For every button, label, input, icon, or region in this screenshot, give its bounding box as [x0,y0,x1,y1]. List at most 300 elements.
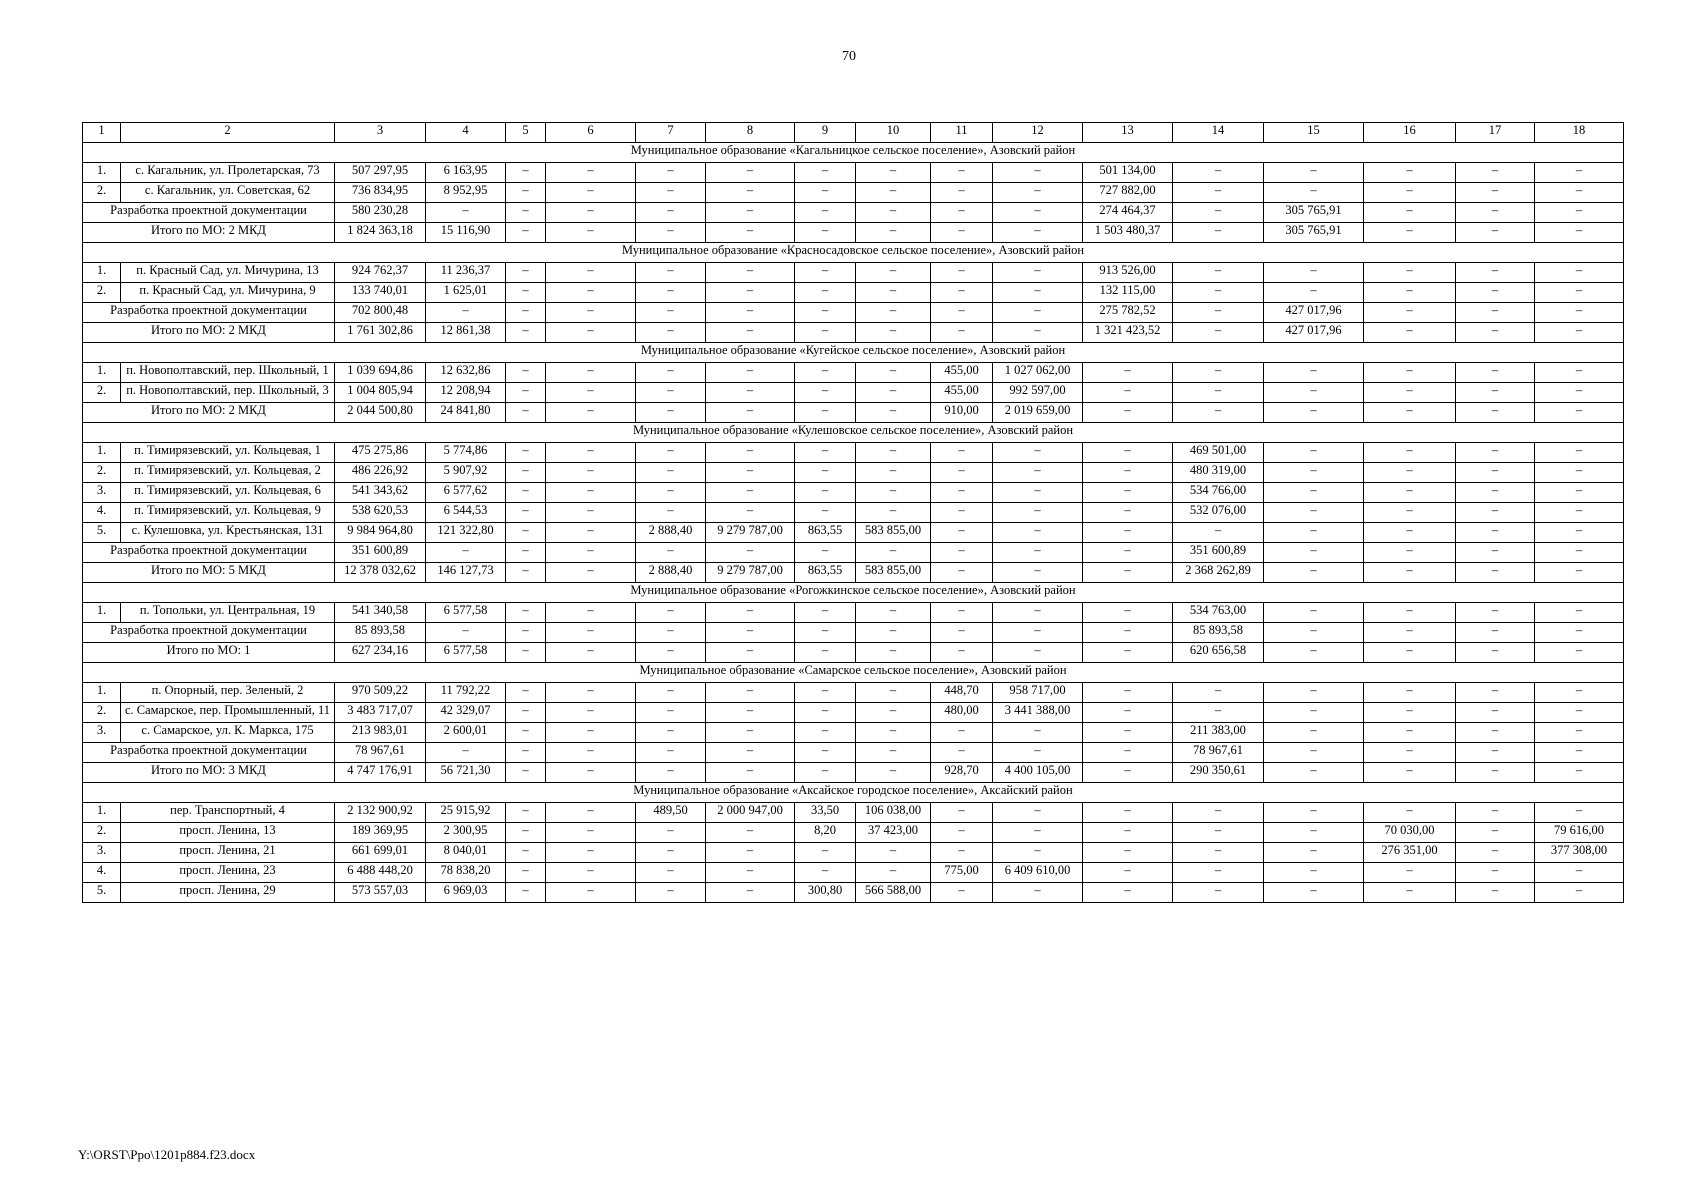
value-cell: 958 717,00 [993,683,1083,703]
value-cell: – [1364,563,1456,583]
value-cell: – [506,683,546,703]
value-cell: – [1264,503,1364,523]
value-cell: – [931,523,993,543]
table-row [83,383,1624,403]
row-label: Итого по МО: 5 МКД [83,563,335,583]
value-cell: – [636,843,706,863]
value-cell: 56 721,30 [426,763,506,783]
row-number: 5. [83,883,121,903]
value-cell: – [636,623,706,643]
value-cell: – [1535,363,1624,383]
value-cell: – [546,863,636,883]
value-cell: 469 501,00 [1173,443,1264,463]
row-label: Разработка проектной документации [83,203,335,223]
value-cell: 5 774,86 [426,443,506,463]
value-cell: – [1535,803,1624,823]
value-cell: – [856,323,931,343]
column-header: 8 [706,123,795,143]
table-row [83,503,1624,523]
value-cell: – [1364,443,1456,463]
value-cell: – [636,203,706,223]
row-number: 2. [83,703,121,723]
table-row [83,363,1624,383]
value-cell: – [636,463,706,483]
value-cell: – [546,523,636,543]
value-cell: – [1083,603,1173,623]
value-cell: – [856,703,931,723]
row-number: 3. [83,483,121,503]
section-title: Муниципальное образование «Самарское сельское поселение», Азовский район [83,663,1624,683]
value-cell: – [546,263,636,283]
value-cell: – [1364,863,1456,883]
value-cell: – [506,563,546,583]
value-cell: – [546,163,636,183]
value-cell: – [993,443,1083,463]
value-cell: 42 329,07 [426,703,506,723]
value-cell: 15 116,90 [426,223,506,243]
value-cell: – [1535,643,1624,663]
value-cell: 12 378 032,62 [335,563,426,583]
value-cell: – [1264,623,1364,643]
section-row [83,583,1624,603]
value-cell: – [856,843,931,863]
value-cell: – [1535,723,1624,743]
value-cell: 702 800,48 [335,303,426,323]
value-cell: – [506,383,546,403]
value-cell: – [1173,303,1264,323]
value-cell: – [706,383,795,403]
value-cell: – [1364,323,1456,343]
value-cell: – [706,263,795,283]
value-cell: 78 838,20 [426,863,506,883]
value-cell: – [1535,443,1624,463]
value-cell: 1 824 363,18 [335,223,426,243]
value-cell: – [546,403,636,423]
value-cell: – [795,703,856,723]
value-cell: 455,00 [931,363,993,383]
value-cell: 2 888,40 [636,523,706,543]
row-address: п. Опорный, пер. Зеленый, 2 [121,683,335,703]
value-cell: – [856,743,931,763]
value-cell: – [993,283,1083,303]
value-cell: – [506,523,546,543]
value-cell: 4 400 105,00 [993,763,1083,783]
value-cell: 6 488 448,20 [335,863,426,883]
value-cell: – [636,263,706,283]
value-cell: 132 115,00 [1083,283,1173,303]
row-label: Итого по МО: 1 [83,643,335,663]
header-row [83,123,1624,143]
value-cell: – [1535,743,1624,763]
value-cell: – [706,543,795,563]
table-row [83,523,1624,543]
column-header: 7 [636,123,706,143]
value-cell: – [1364,763,1456,783]
value-cell: – [546,383,636,403]
value-cell: – [1083,483,1173,503]
value-cell: – [1456,803,1535,823]
value-cell: – [1264,483,1364,503]
value-cell: – [993,603,1083,623]
value-cell: – [856,283,931,303]
value-cell: – [856,863,931,883]
value-cell: – [1364,283,1456,303]
value-cell: – [1083,703,1173,723]
value-cell: – [1456,383,1535,403]
table-row [83,723,1624,743]
table-row [83,443,1624,463]
value-cell: – [506,163,546,183]
value-cell: – [856,463,931,483]
value-cell: 12 208,94 [426,383,506,403]
value-cell: – [636,703,706,723]
column-header: 18 [1535,123,1624,143]
value-cell: – [1083,503,1173,523]
value-cell: – [1364,723,1456,743]
value-cell: – [706,363,795,383]
value-cell: – [1083,763,1173,783]
table-row [83,283,1624,303]
section-row [83,243,1624,263]
value-cell: – [1264,463,1364,483]
value-cell: – [856,403,931,423]
summary-row [83,403,1624,423]
value-cell: 3 441 388,00 [993,703,1083,723]
value-cell: – [1364,463,1456,483]
value-cell: – [506,823,546,843]
value-cell: 1 761 302,86 [335,323,426,343]
value-cell: 532 076,00 [1173,503,1264,523]
value-cell: – [426,543,506,563]
value-cell: 305 765,91 [1264,223,1364,243]
value-cell: – [1364,203,1456,223]
section-title: Муниципальное образование «Кугейское сельское поселение», Азовский район [83,343,1624,363]
value-cell: – [636,643,706,663]
value-cell: – [546,543,636,563]
value-cell: – [706,603,795,623]
value-cell: – [636,383,706,403]
summary-row [83,743,1624,763]
value-cell: – [795,223,856,243]
summary-row [83,763,1624,783]
value-cell: – [706,303,795,323]
value-cell: – [1083,823,1173,843]
value-cell: – [1173,823,1264,843]
value-cell: – [1456,843,1535,863]
value-cell: – [706,743,795,763]
value-cell: – [1083,843,1173,863]
value-cell: – [636,163,706,183]
value-cell: – [1264,803,1364,823]
value-cell: – [993,823,1083,843]
value-cell: – [636,743,706,763]
value-cell: – [1364,483,1456,503]
value-cell: – [706,823,795,843]
value-cell: – [1456,683,1535,703]
value-cell: 480,00 [931,703,993,723]
value-cell: – [1264,643,1364,663]
value-cell: – [856,683,931,703]
value-cell: – [795,723,856,743]
value-cell: – [1173,863,1264,883]
value-cell: – [506,403,546,423]
value-cell: – [706,183,795,203]
row-number: 1. [83,263,121,283]
value-cell: – [1083,363,1173,383]
value-cell: – [856,163,931,183]
row-address: п. Тимирязевский, ул. Кольцевая, 9 [121,503,335,523]
value-cell: – [546,843,636,863]
value-cell: – [546,763,636,783]
footer-file-path: Y:\ORST\Ppo\1201p884.f23.docx [78,1147,256,1162]
value-cell: 992 597,00 [993,383,1083,403]
summary-row [83,623,1624,643]
value-cell: – [546,463,636,483]
value-cell: – [1083,563,1173,583]
value-cell: 6 577,62 [426,483,506,503]
value-cell: – [931,183,993,203]
value-cell: – [1264,363,1364,383]
value-cell: – [546,203,636,223]
column-header: 16 [1364,123,1456,143]
value-cell: – [795,163,856,183]
value-cell: – [1173,203,1264,223]
row-address: п. Тимирязевский, ул. Кольцевая, 1 [121,443,335,463]
value-cell: – [931,623,993,643]
value-cell: 305 765,91 [1264,203,1364,223]
value-cell: – [1173,263,1264,283]
value-cell: – [993,223,1083,243]
value-cell: 9 279 787,00 [706,523,795,543]
value-cell: 2 368 262,89 [1173,563,1264,583]
value-cell: – [546,723,636,743]
summary-row [83,223,1624,243]
value-cell: – [993,723,1083,743]
value-cell: – [1264,403,1364,423]
value-cell: 573 557,03 [335,883,426,903]
value-cell: – [1456,563,1535,583]
section-row [83,143,1624,163]
value-cell: – [993,303,1083,323]
value-cell: – [636,763,706,783]
value-cell: – [506,443,546,463]
value-cell: – [636,683,706,703]
value-cell: – [795,403,856,423]
value-cell: – [1456,163,1535,183]
value-cell: – [856,543,931,563]
value-cell: – [1535,563,1624,583]
value-cell: – [1264,183,1364,203]
row-number: 2. [83,383,121,403]
row-address: просп. Ленина, 29 [121,883,335,903]
row-address: просп. Ленина, 13 [121,823,335,843]
value-cell: – [1535,623,1624,643]
value-cell: – [1456,463,1535,483]
value-cell: – [795,503,856,523]
value-cell: – [993,483,1083,503]
value-cell: – [1264,683,1364,703]
value-cell: – [1173,843,1264,863]
row-number: 2. [83,463,121,483]
value-cell: – [1173,683,1264,703]
value-cell: – [993,743,1083,763]
summary-row [83,323,1624,343]
table-row [83,263,1624,283]
value-cell: – [931,283,993,303]
value-cell: 580 230,28 [335,203,426,223]
value-cell: – [931,463,993,483]
value-cell: 351 600,89 [335,543,426,563]
value-cell: – [506,743,546,763]
value-cell: – [1364,803,1456,823]
section-title: Муниципальное образование «Рогожкинское сельское поселение», Азовский район [83,583,1624,603]
value-cell: – [546,703,636,723]
value-cell: – [1456,883,1535,903]
value-cell: – [1364,543,1456,563]
value-cell: – [1173,223,1264,243]
value-cell: – [795,263,856,283]
value-cell: 541 343,62 [335,483,426,503]
value-cell: – [931,203,993,223]
value-cell: – [856,203,931,223]
value-cell: – [1535,383,1624,403]
row-address: просп. Ленина, 21 [121,843,335,863]
row-address: с. Самарское, пер. Промышленный, 11 [121,703,335,723]
value-cell: – [931,483,993,503]
data-table [82,122,1624,903]
value-cell: – [1173,283,1264,303]
value-cell: – [506,483,546,503]
page-number: 70 [842,49,856,64]
value-cell: 8 952,95 [426,183,506,203]
value-cell: 863,55 [795,523,856,543]
value-cell: – [1264,843,1364,863]
value-cell: – [1456,443,1535,463]
summary-row [83,643,1624,663]
value-cell: – [795,743,856,763]
value-cell: 455,00 [931,383,993,403]
value-cell: – [1456,263,1535,283]
value-cell: 534 763,00 [1173,603,1264,623]
table-row [83,183,1624,203]
value-cell: – [993,463,1083,483]
value-cell: – [1364,743,1456,763]
value-cell: – [1173,703,1264,723]
value-cell: – [1173,523,1264,543]
value-cell: – [1173,383,1264,403]
value-cell: – [993,563,1083,583]
value-cell: – [426,623,506,643]
value-cell: – [506,543,546,563]
value-cell: 6 163,95 [426,163,506,183]
value-cell: – [1456,523,1535,543]
value-cell: 377 308,00 [1535,843,1624,863]
value-cell: – [795,443,856,463]
value-cell: – [931,643,993,663]
value-cell: – [1456,223,1535,243]
value-cell: 913 526,00 [1083,263,1173,283]
row-label: Итого по МО: 2 МКД [83,223,335,243]
value-cell: 213 983,01 [335,723,426,743]
value-cell: – [993,503,1083,523]
section-row [83,663,1624,683]
column-header: 13 [1083,123,1173,143]
table-row [83,483,1624,503]
row-address: с. Самарское, ул. К. Маркса, 175 [121,723,335,743]
column-header: 11 [931,123,993,143]
value-cell: 78 967,61 [1173,743,1264,763]
value-cell: – [993,543,1083,563]
value-cell: 2 888,40 [636,563,706,583]
value-cell: – [1173,323,1264,343]
table-row [83,463,1624,483]
value-cell: – [1264,603,1364,623]
value-cell: – [506,503,546,523]
value-cell: – [1083,883,1173,903]
value-cell: 8,20 [795,823,856,843]
value-cell: 2 000 947,00 [706,803,795,823]
value-cell: – [1364,263,1456,283]
value-cell: 1 321 423,52 [1083,323,1173,343]
value-cell: 133 740,01 [335,283,426,303]
value-cell: – [993,843,1083,863]
value-cell: – [1264,763,1364,783]
value-cell: – [1456,703,1535,723]
value-cell: – [795,303,856,323]
value-cell: – [426,303,506,323]
value-cell: – [993,203,1083,223]
value-cell: – [1456,303,1535,323]
row-number: 1. [83,163,121,183]
value-cell: – [1083,543,1173,563]
table-body [83,143,1624,903]
value-cell: – [1535,303,1624,323]
value-cell: – [546,823,636,843]
column-header: 17 [1456,123,1535,143]
summary-row [83,203,1624,223]
value-cell: – [1456,483,1535,503]
value-cell: – [1364,303,1456,323]
row-number: 1. [83,363,121,383]
value-cell: 8 040,01 [426,843,506,863]
value-cell: – [1535,683,1624,703]
value-cell: – [706,703,795,723]
value-cell: – [706,203,795,223]
row-number: 4. [83,503,121,523]
value-cell: 78 967,61 [335,743,426,763]
row-address: просп. Ленина, 23 [121,863,335,883]
value-cell: – [1364,883,1456,903]
value-cell: – [1456,503,1535,523]
row-address: п. Новополтавский, пер. Школьный, 1 [121,363,335,383]
value-cell: – [546,503,636,523]
value-cell: – [546,183,636,203]
value-cell: – [993,643,1083,663]
value-cell: – [506,463,546,483]
value-cell: 2 600,01 [426,723,506,743]
row-address: п. Тимирязевский, ул. Кольцевая, 2 [121,463,335,483]
value-cell: – [856,723,931,743]
section-title: Муниципальное образование «Кулешовское сельское поселение», Азовский район [83,423,1624,443]
value-cell: – [506,363,546,383]
section-row [83,423,1624,443]
value-cell: – [546,643,636,663]
value-cell: 863,55 [795,563,856,583]
value-cell: 211 383,00 [1173,723,1264,743]
value-cell: 351 600,89 [1173,543,1264,563]
value-cell: – [506,183,546,203]
value-cell: – [636,723,706,743]
